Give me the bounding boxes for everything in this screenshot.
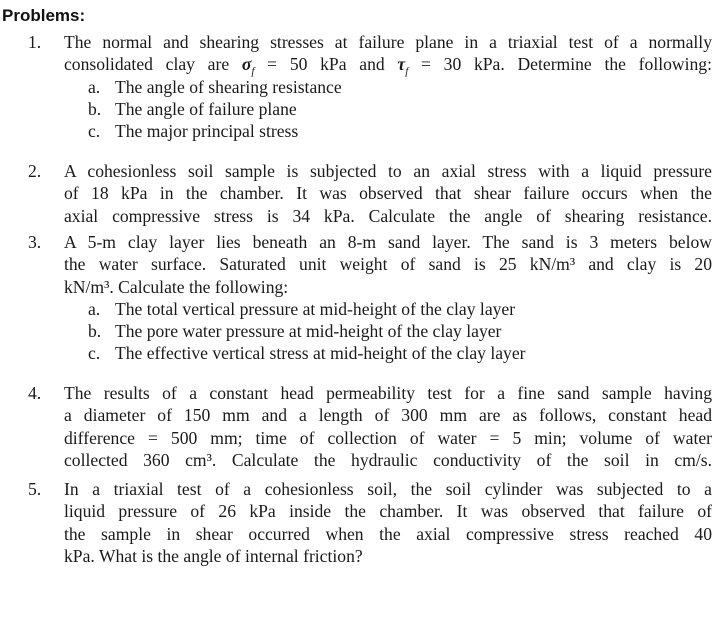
problem-number: 2. [28,161,42,181]
sub-question-letter: b. [88,98,102,119]
text-fragment: = 50 kPa and [254,54,398,75]
problem-line: difference = 500 mm; time of collection of water = 5 min; volume of water [64,427,712,448]
sub-question-letter: c. [88,343,101,364]
sub-question-text: The major principal stress [115,121,299,142]
sigma-symbol: $\sigma_f$ [241,54,255,78]
sub-question-text: The angle of shearing resistance [115,76,342,97]
problem-number: 3. [28,232,42,252]
sub-question-text: The total vertical pressure at mid-height of the clay layer [115,298,516,319]
problem-text [64,231,712,298]
problem-line: collected 360 cm³. Calculate the hydraulic conductivity of the soil in cm/s. [64,449,712,470]
sub-question [88,298,712,320]
problem-line: kN/m³. Calculate the following: [64,276,289,297]
problem-number: 1. [28,32,42,52]
sub-question-list [28,76,712,143]
sub-question-letter: b. [88,321,102,342]
problem-number: 5. [28,479,42,499]
text-fragment: consolidated clay are [64,54,242,75]
problem-line: A 5-m clay layer lies beneath an 8-m sand layer. The sand is 3 meters below [64,232,712,252]
problem-line: the sample in shear occurred when the axial compressive stress reached 40 [64,523,712,544]
problem-2 [28,160,712,227]
problem-number: 4. [28,383,42,403]
problem-text [64,160,712,227]
problem-1 [28,31,712,142]
sub-question-letter: a. [88,76,101,97]
problem-line: The results of a constant head permeability test for a fine sand sample having [64,383,712,403]
problem-line: A cohesionless soil sample is subjected to an axial stress with a liquid pressure [64,161,712,181]
sub-question [88,120,712,142]
problem-3 [28,231,712,365]
sub-question [88,76,712,98]
problem-line: kPa. What is the angle of internal friction? [64,545,363,566]
sub-question [88,342,712,364]
sub-question-text: The angle of failure plane [115,98,297,119]
sub-question-letter: c. [88,121,101,142]
problem-text [64,478,712,567]
problem-line: of 18 kPa in the chamber. It was observed that shear failure occurs when the [64,183,712,204]
problem-text [64,31,712,76]
sub-question-text: The pore water pressure at mid-height of the clay layer [115,321,502,342]
problem-line: a diameter of 150 mm and a length of 300 mm are as follows, constant head [64,405,712,426]
sub-question-text: The effective vertical stress at mid-height of the clay layer [115,343,526,364]
text-fragment: = 30 kPa. Determine the following: [408,54,712,75]
problem-5 [28,478,712,567]
sub-question [88,98,712,120]
sub-question [88,320,712,342]
problem-line: liquid pressure of 26 kPa inside the chamber. It was observed that failure of [64,501,712,522]
problem-line: In a triaxial test of a cohesionless soil, the soil cylinder was subjected to a [64,479,712,499]
sub-question-list [28,298,712,365]
problem-text [64,382,712,471]
problem-line: The normal and shearing stresses at failure plane in a triaxial test of a normally [64,32,712,52]
problem-line: the water surface. Saturated unit weight of sand is 25 kN/m³ and clay is 20 [64,254,712,275]
tau-symbol: $\tau_f$ [397,54,409,78]
problem-4 [28,382,712,471]
sub-question-letter: a. [88,298,101,319]
problem-line: axial compressive stress is 34 kPa. Calculate the angle of shearing resistance. [64,205,712,226]
problems-heading: Problems: [2,6,86,25]
problem-line-with-symbols [64,53,712,78]
